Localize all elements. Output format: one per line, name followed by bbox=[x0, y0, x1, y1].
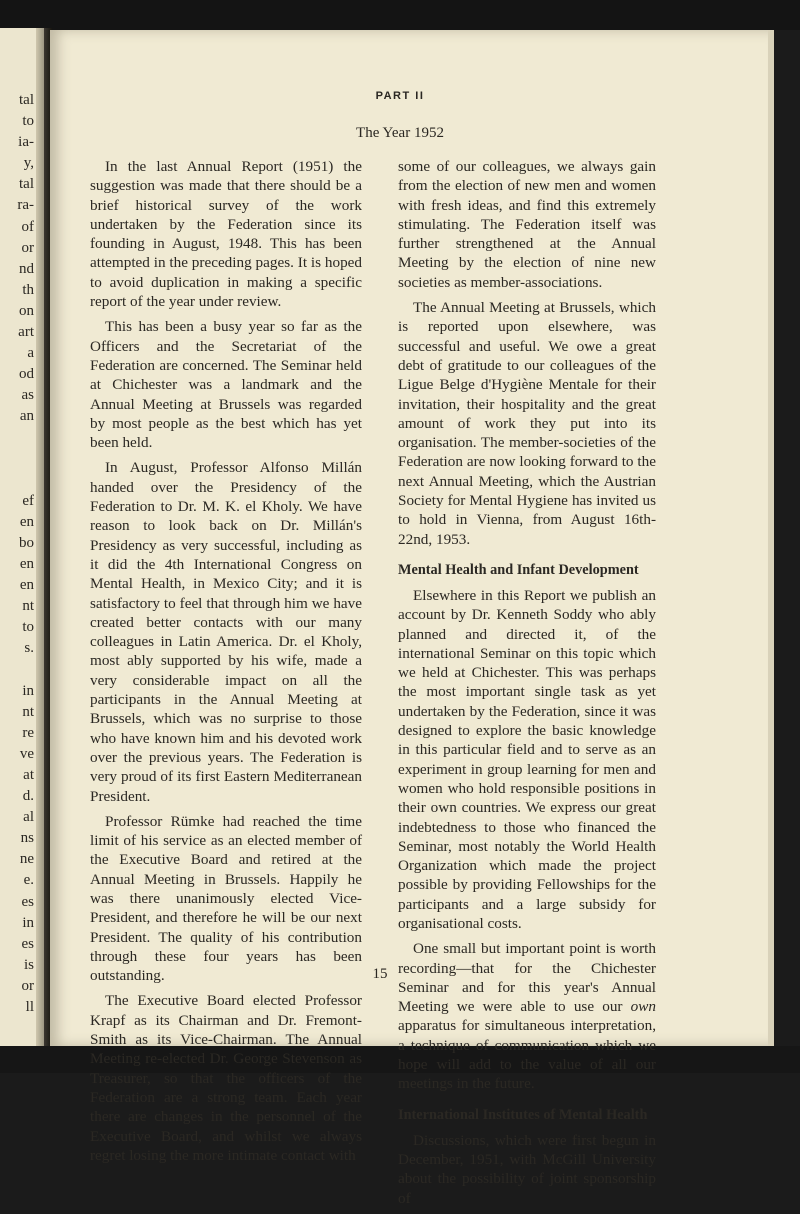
left-page-edge bbox=[0, 28, 46, 1048]
paragraph: Professor Rümke had reached the time limit of his service as an elected member of the Executive Board and retired at the Annual Meeting in Brussels. Happily he was there unanimously elected Vice-President, and therefore he will be our next President. The quality of his contribution through these four years has been outstanding. bbox=[90, 812, 362, 985]
paragraph: In August, Professor Alfonso Millán handed over the Presidency of the Federation to Dr. M. K. el Kholy. We have reason to look back on Dr. Millán's Presidency as very successful, including as it did the 4th International Congress on Mental Health, in Mexico City; and it is satisfactory to feel that through him we have created better contacts with our many colleagues in Latin America. Dr. el Kholy, most ably supported by his wife, made a very considerable impact on all the participants in the Annual Meeting at Brussels, which was no surprise to those who have known him and his devoted work over the previous years. The Federation is very proud of its first Eastern Mediterranean President. bbox=[90, 459, 362, 805]
left-column bbox=[90, 157, 362, 1171]
left-page-text-fragments: tal to ia- y, tal ra- of or nd th on art a od as an ef en bo en en nt to s. in nt re ve at d. al ns ne e. es in es is or ll bbox=[17, 92, 34, 1016]
paragraph: some of our colleagues, we always gain from the election of new men and women with fresh ideas, and find this extremely stimulating. The Federation itself was further strengthened at the Annual Meeting by the election of nine new societies as member-associations. bbox=[398, 158, 656, 291]
page-number: 15 bbox=[372, 966, 388, 982]
emphasis-text: own bbox=[630, 998, 656, 1016]
paragraph bbox=[398, 939, 656, 1093]
right-column bbox=[398, 157, 656, 1214]
paragraph-text: apparatus for simultaneous interpretation, a technique of communication which we hope will add to the value of all our meetings in the future. bbox=[398, 1017, 656, 1093]
paragraph-text: One small but important point is worth recording—that for the Chichester Seminar and for this year's Annual Meeting we were able to use our bbox=[398, 940, 656, 1016]
part-heading: PART II bbox=[375, 90, 425, 102]
page-edge bbox=[768, 30, 774, 1046]
paragraph: The Annual Meeting at Brussels, which is reported upon elsewhere, was successful and useful. We owe a great debt of gratitude to our colleagues of the Ligue Belge d'Hygiène Mentale for their invitation, their hospitality and the great amount of work they put into its organisation. The member-societies of the Federation are now looking forward to the next Annual Meeting, which the Austrian Society for Mental Hygiene has invited us to hold in Vienna, from August 16th-22nd, 1953. bbox=[398, 299, 656, 548]
paragraph: Elsewhere in this Report we publish an account by Dr. Kenneth Soddy who ably planned and directed it, of the international Seminar on this topic which we held at Chichester. This was perhaps the most important single task as yet undertaken by the Federation, since it was designed to explore the basic knowledge in this particular field and to serve as an experiment in group learning for men and women who hold responsible positions in their own countries. We express our great indebtedness to those who financed the Seminar, most notably the World Health Organization which made the project possible by providing Fellowships for the participants and a large subsidy for organisational costs. bbox=[398, 586, 656, 932]
background-top bbox=[0, 0, 800, 30]
paragraph: In the last Annual Report (1951) the suggestion was made that there should be a brief historical survey of the work undertaken by the Federation since its founding in August, 1948. This has been attempted in the preceding pages. It is hoped to avoid duplication in making a specific report of the year under review. bbox=[90, 158, 362, 311]
section-heading: Mental Health and Infant Development bbox=[398, 561, 639, 578]
page-title: The Year 1952 bbox=[356, 125, 444, 141]
paragraph: Discussions, which were first begun in December, 1951, with McGill University about the possibility of joint sponsorship of bbox=[398, 1131, 656, 1207]
section-heading: International Institutes of Mental Health bbox=[398, 1106, 648, 1123]
paragraph: This has been a busy year so far as the Officers and the Secretariat of the Federation are concerned. The Seminar held at Chichester was a landmark and the Annual Meeting at Brussels was regarded by most people as the best which has yet been held. bbox=[90, 318, 362, 452]
paragraph: The Executive Board elected Professor Krapf as its Chairman and Dr. Fremont-Smith as its Vice-Chairman. The Annual Meeting re-elected Dr. George Stevenson as Treasurer, so that the officers of the Federation are a strong team. Each year there are changes in the personnel of the Executive Board, and whilst we always regret losing the more intimate contact with bbox=[90, 992, 362, 1164]
